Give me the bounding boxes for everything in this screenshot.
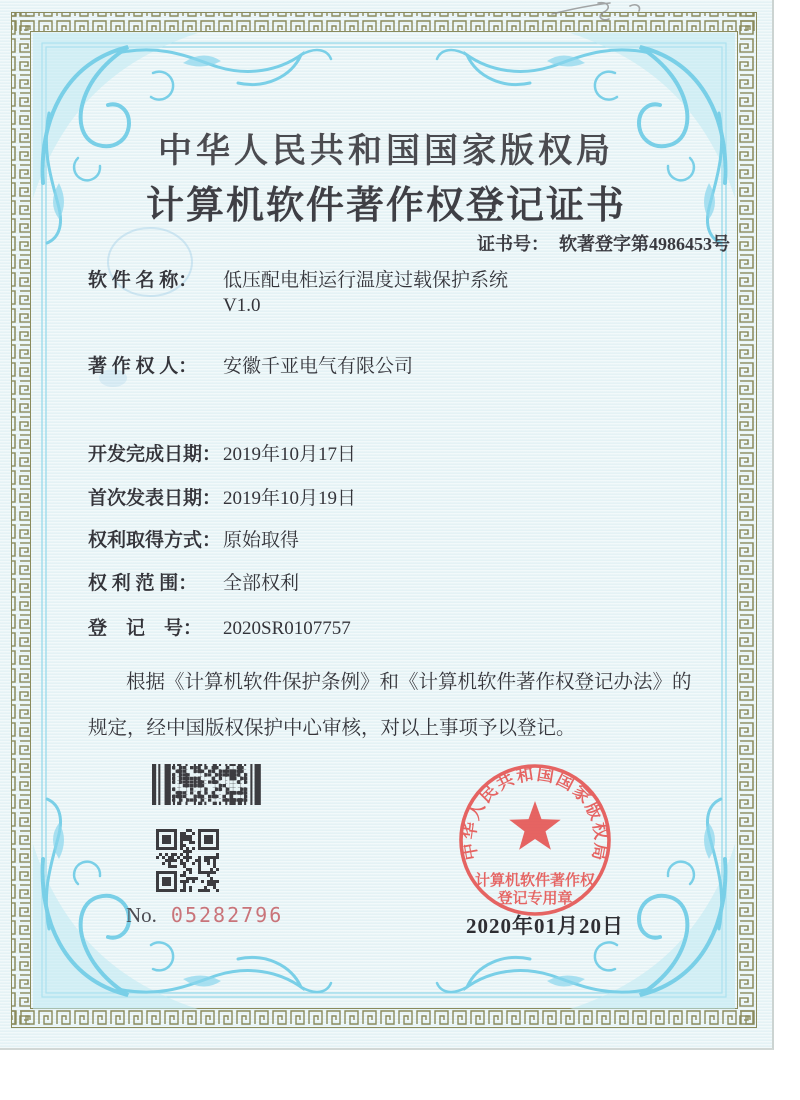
barcode: [152, 764, 265, 810]
field-label: 著 作 权 人：: [88, 356, 198, 377]
statement-line-2: 规定，经中国版权保护中心审核，对以上事项予以登记。: [88, 718, 576, 739]
certificate-title: 计算机软件著作权登记证书: [145, 185, 626, 227]
meander-border-top: [12, 13, 756, 31]
qr-code: [156, 829, 219, 897]
field-first-publication-date: [88, 486, 356, 511]
software-version: V1.0: [223, 295, 261, 316]
field-value: 2019年10月17日: [223, 444, 357, 465]
certificate-number-label: 证书号：: [477, 234, 549, 254]
field-completion-date: [88, 442, 356, 467]
serial-number-line: [126, 903, 283, 928]
official-seal: [452, 757, 618, 923]
meander-border-bottom: [12, 1009, 756, 1027]
seal-text-line-1: 计算机软件著作权: [474, 873, 596, 889]
field-value: 2020SR0107757: [223, 618, 351, 639]
field-rights-scope: [88, 571, 299, 596]
serial-number: 05282796: [170, 903, 284, 927]
field-label: 登 记 号：: [88, 618, 203, 639]
seal-ring-text: 中华人民共和国国家版权局: [459, 764, 611, 862]
field-copyright-owner: [88, 354, 413, 379]
software-name: 低压配电柜运行温度过载保护系统: [223, 270, 509, 291]
field-value: [223, 268, 508, 318]
field-label: 权利取得方式：: [88, 530, 222, 551]
field-acquisition-method: [88, 528, 299, 553]
field-label: 权 利 范 围：: [88, 573, 198, 594]
issuing-authority: 中华人民共和国国家版权局: [158, 133, 614, 170]
field-value: 2019年10月19日: [223, 488, 357, 509]
field-value: 安徽千亚电气有限公司: [223, 356, 414, 377]
star-icon: [509, 801, 560, 850]
certificate-number-line: [477, 230, 730, 256]
field-software-name: [88, 268, 508, 318]
registration-date: 2020年01月20日: [466, 914, 624, 938]
field-label: 开发完成日期：: [88, 444, 222, 465]
serial-label: No.: [126, 903, 157, 927]
seal-text-line-2: 登记专用章: [497, 891, 573, 907]
field-value: 原始取得: [223, 530, 300, 551]
field-label: 软 件 名 称：: [88, 270, 198, 291]
statement-line-1: 根据《计算机软件保护条例》和《计算机软件著作权登记办法》的: [126, 672, 692, 693]
field-label: 首次发表日期：: [88, 488, 222, 509]
certificate-number-value: 软著登字第4986453号: [559, 234, 730, 254]
field-registration-number: [88, 616, 351, 641]
registration-statement: [88, 660, 692, 752]
field-value: 全部权利: [223, 573, 300, 594]
